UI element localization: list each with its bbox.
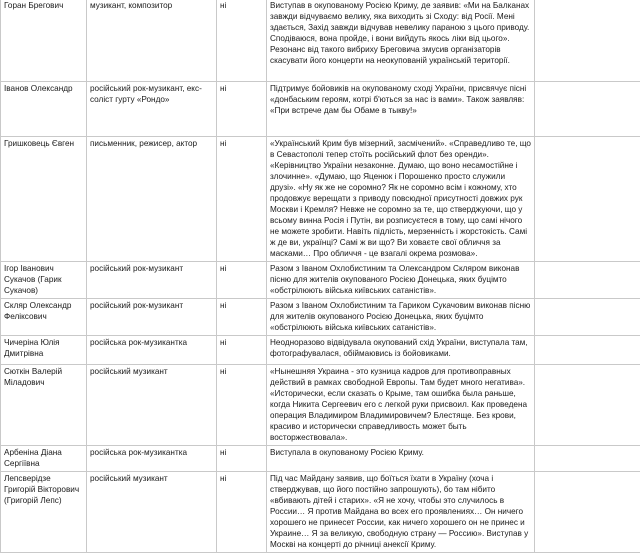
- name-cell[interactable]: [1, 82, 87, 137]
- statement-cell[interactable]: [267, 0, 535, 82]
- statement-cell[interactable]: [267, 472, 535, 553]
- flag-text: ні: [220, 300, 263, 311]
- table-row: [1, 472, 640, 553]
- flag-cell[interactable]: [217, 446, 267, 472]
- flag-text: ні: [220, 337, 263, 348]
- statement-text: Виступала в окупованому Росією Криму.: [270, 447, 531, 458]
- statement-text: «Український Крим був мізерний, засмічений». «Справедливо те, що в Севастополі тепер стоїть російський флот без оренди». «Керівництво України незаконне. Думаю, що воно несамостійне і злочинне». «Думаю, що Яценюк і Порошенко просто служили друзі». «Ну як же не соромно? Як не соромно всім і кожному, хто продовжує верещати з приводу повсюдної присутності довжих рук Москви і Кремля? Невже не соромно за те, що стверджуючи, що у всьому винна Росія і Путін, ви розписуєтеся в тому, що самі нічого не можете зробити. Навіть підлість, мерзенність і жорстокість. Самі ж де ви, українці? Самі ж ви що? Ви ховаєте свої обличчя за масками… Про обличчя - це взагалі окрема розмова».: [270, 138, 531, 259]
- name-text: Іванов Олександр: [4, 83, 83, 94]
- table-row: [1, 262, 640, 299]
- statement-cell[interactable]: [267, 336, 535, 365]
- name-cell[interactable]: [1, 336, 87, 365]
- name-text: Горан Брегович: [4, 0, 83, 11]
- statement-cell[interactable]: [267, 299, 535, 336]
- statement-cell[interactable]: [267, 262, 535, 299]
- table-row: [1, 82, 640, 137]
- statement-cell[interactable]: [267, 137, 535, 262]
- role-cell[interactable]: [87, 82, 217, 137]
- role-text: письменник, режисер, актор: [90, 138, 213, 149]
- name-cell[interactable]: [1, 446, 87, 472]
- flag-text: ні: [220, 473, 263, 484]
- empty-cell[interactable]: [535, 365, 640, 446]
- role-text: російська рок-музикантка: [90, 447, 213, 458]
- statement-text: Неодноразово відвідувала окупований схід України, виступала там, фотографувалася, обіймаювись із бойовиками.: [270, 337, 531, 359]
- statement-cell[interactable]: [267, 446, 535, 472]
- flag-text: ні: [220, 83, 263, 94]
- role-cell[interactable]: [87, 365, 217, 446]
- role-cell[interactable]: [87, 446, 217, 472]
- role-text: російський рок-музикант: [90, 300, 213, 311]
- role-cell[interactable]: [87, 472, 217, 553]
- name-cell[interactable]: [1, 472, 87, 553]
- name-text: Ігор Іванович Сукачов (Гарик Сукачов): [4, 263, 83, 296]
- statement-text: Виступав в окупованому Росією Криму, де заявив: «Ми на Балканах завжди відчуваємо велику, яка виходить зі Сходу: від Росії. Мені здається, Захід завжди відчував невелику параною з цього приводу. Сподіваюся, вона пройде, і вони вийдуть якось ліки від цього». Резонанс від такого вибриху Бреговича змусив організаторів скасувати його концерти на неокупованій українській території.: [270, 0, 531, 66]
- name-text: Сюткін Валерій Міладович: [4, 366, 83, 388]
- name-text: Гришковець Євген: [4, 138, 83, 149]
- table-row: [1, 365, 640, 446]
- role-cell[interactable]: [87, 262, 217, 299]
- flag-cell[interactable]: [217, 137, 267, 262]
- role-text: російський рок-музикант: [90, 263, 213, 274]
- role-cell[interactable]: [87, 299, 217, 336]
- flag-cell[interactable]: [217, 472, 267, 553]
- flag-cell[interactable]: [217, 365, 267, 446]
- name-text: Арбеніна Діана Сергіївна: [4, 447, 83, 469]
- statement-text: Підтримує бойовиків на окупованому сході України, присвячує пісні «донбаським героям, котрі б'ються за нас із вами». Також заявляв: «При встрече дам бы Обаме в тыкву!»: [270, 83, 531, 116]
- name-text: Скляр Олександр Феліксович: [4, 300, 83, 322]
- table-row: [1, 336, 640, 365]
- name-cell[interactable]: [1, 262, 87, 299]
- statement-text: Разом з Іваном Охлобистиним та Олександром Скляром виконав пісню для жителів окупованого Росією Донецька, яких буцімто «обстрілюють війська київських сатаністів».: [270, 263, 531, 296]
- role-text: російський музикант: [90, 366, 213, 377]
- statement-text: Під час Майдану заявив, що боїться їхати в Україну (хоча і стверджував, що його постійно запрошують), бо там нібито «вбивають дітей і старих». «Я не хочу, чтобы это случилось в России… Я против Майдана во всех его проявлениях… Он ничего хорошего не принесет России, как ничего хорошего он не принес и Украине… Я за великую, свободную страну — Россию». Виступав у Москві на концерті до річниці анексії Криму.: [270, 473, 531, 550]
- name-cell[interactable]: [1, 0, 87, 82]
- flag-cell[interactable]: [217, 82, 267, 137]
- empty-cell[interactable]: [535, 299, 640, 336]
- name-text: Лепсверідзе Григорій Вікторович (Григорій Лепс): [4, 473, 83, 506]
- statement-cell[interactable]: [267, 82, 535, 137]
- flag-cell[interactable]: [217, 262, 267, 299]
- role-cell[interactable]: [87, 0, 217, 82]
- flag-cell[interactable]: [217, 336, 267, 365]
- flag-cell[interactable]: [217, 0, 267, 82]
- role-text: російський рок-музикант, екс-соліст гурту «Рондо»: [90, 83, 213, 105]
- empty-cell[interactable]: [535, 472, 640, 553]
- empty-cell[interactable]: [535, 82, 640, 137]
- statement-text: Разом з Іваном Охлобистиним та Гариком Сукачовим виконав пісню для жителів окупованого Росією Донецька, яких буцімто «обстрілюють війська київських сатаністів».: [270, 300, 531, 333]
- role-cell[interactable]: [87, 137, 217, 262]
- empty-cell[interactable]: [535, 137, 640, 262]
- role-cell[interactable]: [87, 336, 217, 365]
- flag-text: ні: [220, 447, 263, 458]
- role-text: російська рок-музикантка: [90, 337, 213, 348]
- empty-cell[interactable]: [535, 0, 640, 82]
- statement-cell[interactable]: [267, 365, 535, 446]
- empty-cell[interactable]: [535, 262, 640, 299]
- role-text: російський музикант: [90, 473, 213, 484]
- name-cell[interactable]: [1, 365, 87, 446]
- table-row: [1, 446, 640, 472]
- flag-text: ні: [220, 138, 263, 149]
- name-cell[interactable]: [1, 299, 87, 336]
- empty-cell[interactable]: [535, 446, 640, 472]
- empty-cell[interactable]: [535, 336, 640, 365]
- table-row: [1, 299, 640, 336]
- flag-text: ні: [220, 366, 263, 377]
- statement-text: «Нынешняя Украина - это кузница кадров для противоправных действий в рамках свободной Европы. Там будет много негатива». «Исторически, если сказать о Крыме, там ошибка была раньше, когда Никита Сергеевич его с легкой руки присвоил. Как проведена операция Владимиром Владимировичем? Блестяще. Без крови, красиво и исторически справедливость может быть восторжествовала».: [270, 366, 531, 443]
- table-row: [1, 0, 640, 82]
- name-cell[interactable]: [1, 137, 87, 262]
- role-text: музикант, композитор: [90, 0, 213, 11]
- table-row: [1, 137, 640, 262]
- name-text: Чичеріна Юлія Дмитрівна: [4, 337, 83, 359]
- flag-cell[interactable]: [217, 299, 267, 336]
- flag-text: ні: [220, 0, 263, 11]
- flag-text: ні: [220, 263, 263, 274]
